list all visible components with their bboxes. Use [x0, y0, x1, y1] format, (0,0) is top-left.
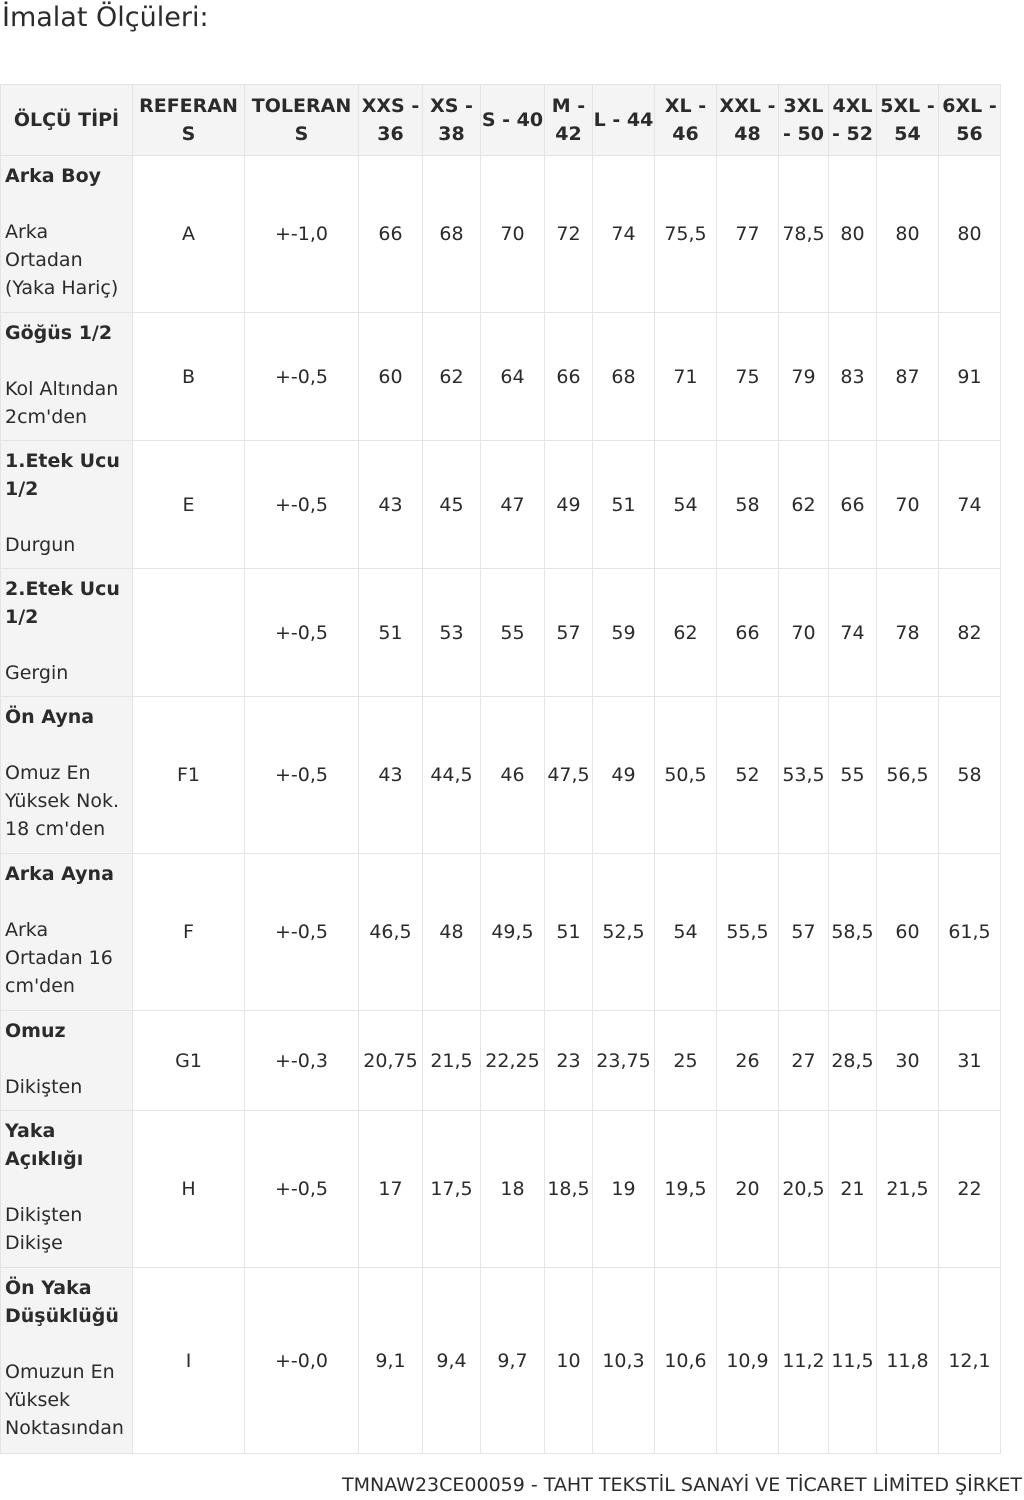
table-row — [1, 441, 1001, 569]
size-value-cell: 20,5 — [779, 1111, 829, 1268]
size-value-cell: 19,5 — [655, 1111, 717, 1268]
table-row — [1, 1268, 1001, 1454]
table-row — [1, 1111, 1001, 1268]
measurement-description: Arka Ortadan (Yaka Hariç) — [5, 221, 119, 299]
size-value-cell: 43 — [359, 441, 423, 569]
size-value-cell: 66 — [359, 156, 423, 313]
measurement-description: Dikişten Dikişe — [5, 1204, 83, 1254]
column-header: 4XL - 52 — [829, 85, 877, 156]
measurement-description: Kol Altından 2cm'den — [5, 378, 119, 428]
tolerance-cell: +-0,5 — [245, 697, 359, 854]
column-header: M - 42 — [545, 85, 593, 156]
measurement-name: 2.Etek Ucu 1/2 — [5, 578, 120, 628]
measurement-type-cell — [1, 313, 133, 441]
table-row — [1, 697, 1001, 854]
column-header: XS - 38 — [423, 85, 481, 156]
size-value-cell: 9,1 — [359, 1268, 423, 1454]
column-header: S - 40 — [481, 85, 545, 156]
reference-cell: A — [133, 156, 245, 313]
tolerance-cell: +-0,5 — [245, 569, 359, 697]
size-value-cell: 47,5 — [545, 697, 593, 854]
size-value-cell: 46,5 — [359, 854, 423, 1011]
reference-cell: B — [133, 313, 245, 441]
size-value-cell: 21,5 — [877, 1111, 939, 1268]
size-value-cell: 11,5 — [829, 1268, 877, 1454]
measurement-description: Arka Ortadan 16 cm'den — [5, 919, 113, 997]
size-value-cell: 70 — [877, 441, 939, 569]
size-value-cell: 74 — [829, 569, 877, 697]
size-value-cell: 12,1 — [939, 1268, 1001, 1454]
table-body — [1, 156, 1001, 1454]
size-value-cell: 52,5 — [593, 854, 655, 1011]
size-value-cell: 20 — [717, 1111, 779, 1268]
size-value-cell: 74 — [593, 156, 655, 313]
size-value-cell: 66 — [829, 441, 877, 569]
size-value-cell: 64 — [481, 313, 545, 441]
page-title: İmalat Ölçüleri: — [2, 2, 209, 33]
size-value-cell: 17 — [359, 1111, 423, 1268]
size-value-cell: 75 — [717, 313, 779, 441]
size-value-cell: 80 — [829, 156, 877, 313]
measurement-type-cell — [1, 569, 133, 697]
size-value-cell: 9,4 — [423, 1268, 481, 1454]
measurement-name: 1.Etek Ucu 1/2 — [5, 450, 120, 500]
size-value-cell: 26 — [717, 1011, 779, 1111]
table-header-row — [1, 85, 1001, 156]
size-value-cell: 83 — [829, 313, 877, 441]
size-value-cell: 20,75 — [359, 1011, 423, 1111]
reference-cell: F — [133, 854, 245, 1011]
measurement-type-cell — [1, 854, 133, 1011]
size-value-cell: 44,5 — [423, 697, 481, 854]
measurement-name: Yaka Açıklığı — [5, 1120, 84, 1170]
column-header: XXS - 36 — [359, 85, 423, 156]
size-value-cell: 62 — [779, 441, 829, 569]
table-row — [1, 569, 1001, 697]
size-value-cell: 49,5 — [481, 854, 545, 1011]
size-value-cell: 53 — [423, 569, 481, 697]
size-value-cell: 50,5 — [655, 697, 717, 854]
size-value-cell: 71 — [655, 313, 717, 441]
size-value-cell: 31 — [939, 1011, 1001, 1111]
size-value-cell: 54 — [655, 441, 717, 569]
size-value-cell: 57 — [545, 569, 593, 697]
size-value-cell: 30 — [877, 1011, 939, 1111]
size-value-cell: 60 — [359, 313, 423, 441]
size-value-cell: 51 — [545, 854, 593, 1011]
size-value-cell: 18 — [481, 1111, 545, 1268]
size-value-cell: 47 — [481, 441, 545, 569]
measurement-name: Ön Yaka Düşüklüğü — [5, 1277, 119, 1327]
column-header: XL - 46 — [655, 85, 717, 156]
size-value-cell: 78 — [877, 569, 939, 697]
reference-cell: F1 — [133, 697, 245, 854]
measurement-name: Arka Ayna — [5, 863, 114, 885]
size-value-cell: 28,5 — [829, 1011, 877, 1111]
size-value-cell: 55 — [829, 697, 877, 854]
tolerance-cell: +-0,5 — [245, 1111, 359, 1268]
size-value-cell: 22 — [939, 1111, 1001, 1268]
tolerance-cell: +-0,0 — [245, 1268, 359, 1454]
measurement-description: Gergin — [5, 662, 69, 684]
size-value-cell: 66 — [717, 569, 779, 697]
size-value-cell: 78,5 — [779, 156, 829, 313]
size-value-cell: 9,7 — [481, 1268, 545, 1454]
column-header: 6XL - 56 — [939, 85, 1001, 156]
measurement-type-cell — [1, 156, 133, 313]
tolerance-cell: +-0,5 — [245, 441, 359, 569]
tolerance-cell: +-1,0 — [245, 156, 359, 313]
measurement-name: Omuz — [5, 1020, 66, 1042]
size-value-cell: 68 — [423, 156, 481, 313]
size-value-cell: 52 — [717, 697, 779, 854]
size-value-cell: 58 — [717, 441, 779, 569]
size-value-cell: 62 — [655, 569, 717, 697]
size-value-cell: 58,5 — [829, 854, 877, 1011]
size-value-cell: 75,5 — [655, 156, 717, 313]
measurement-description: Durgun — [5, 534, 76, 556]
size-value-cell: 91 — [939, 313, 1001, 441]
size-value-cell: 55 — [481, 569, 545, 697]
size-value-cell: 10 — [545, 1268, 593, 1454]
size-value-cell: 59 — [593, 569, 655, 697]
size-value-cell: 66 — [545, 313, 593, 441]
size-value-cell: 58 — [939, 697, 1001, 854]
column-header: L - 44 — [593, 85, 655, 156]
column-header: TOLERANS — [245, 85, 359, 156]
size-value-cell: 11,2 — [779, 1268, 829, 1454]
measurement-name: Arka Boy — [5, 165, 102, 187]
size-value-cell: 74 — [939, 441, 1001, 569]
size-value-cell: 17,5 — [423, 1111, 481, 1268]
measurement-type-cell — [1, 697, 133, 854]
measurement-name: Ön Ayna — [5, 706, 95, 728]
table-row — [1, 313, 1001, 441]
size-value-cell: 70 — [779, 569, 829, 697]
size-value-cell: 10,9 — [717, 1268, 779, 1454]
size-value-cell: 11,8 — [877, 1268, 939, 1454]
size-value-cell: 61,5 — [939, 854, 1001, 1011]
size-value-cell: 23,75 — [593, 1011, 655, 1111]
size-value-cell: 18,5 — [545, 1111, 593, 1268]
size-value-cell: 56,5 — [877, 697, 939, 854]
tolerance-cell: +-0,5 — [245, 854, 359, 1011]
size-value-cell: 80 — [877, 156, 939, 313]
measurements-table — [0, 84, 1001, 1454]
tolerance-cell: +-0,5 — [245, 313, 359, 441]
measurement-type-cell — [1, 1111, 133, 1268]
reference-cell — [133, 569, 245, 697]
size-value-cell: 70 — [481, 156, 545, 313]
reference-cell: E — [133, 441, 245, 569]
size-value-cell: 80 — [939, 156, 1001, 313]
table-row — [1, 156, 1001, 313]
size-value-cell: 51 — [593, 441, 655, 569]
size-value-cell: 72 — [545, 156, 593, 313]
size-value-cell: 25 — [655, 1011, 717, 1111]
tolerance-cell: +-0,3 — [245, 1011, 359, 1111]
column-header: 3XL - 50 — [779, 85, 829, 156]
column-header: ÖLÇÜ TİPİ — [1, 85, 133, 156]
size-value-cell: 45 — [423, 441, 481, 569]
size-value-cell: 82 — [939, 569, 1001, 697]
size-value-cell: 68 — [593, 313, 655, 441]
size-value-cell: 22,25 — [481, 1011, 545, 1111]
size-value-cell: 87 — [877, 313, 939, 441]
size-value-cell: 27 — [779, 1011, 829, 1111]
table-row — [1, 854, 1001, 1011]
size-value-cell: 49 — [593, 697, 655, 854]
reference-cell: I — [133, 1268, 245, 1454]
size-value-cell: 19 — [593, 1111, 655, 1268]
measurement-description: Omuz En Yüksek Nok. 18 cm'den — [5, 762, 119, 840]
measurement-type-cell — [1, 1011, 133, 1111]
reference-cell: G1 — [133, 1011, 245, 1111]
measurement-type-cell — [1, 441, 133, 569]
size-value-cell: 53,5 — [779, 697, 829, 854]
size-value-cell: 10,6 — [655, 1268, 717, 1454]
measurements-table-wrapper — [0, 84, 1000, 1454]
column-header: REFERANS — [133, 85, 245, 156]
size-value-cell: 48 — [423, 854, 481, 1011]
reference-cell: H — [133, 1111, 245, 1268]
size-value-cell: 77 — [717, 156, 779, 313]
size-value-cell: 23 — [545, 1011, 593, 1111]
size-value-cell: 46 — [481, 697, 545, 854]
size-value-cell: 54 — [655, 854, 717, 1011]
measurement-name: Göğüs 1/2 — [5, 322, 113, 344]
size-value-cell: 62 — [423, 313, 481, 441]
size-value-cell: 55,5 — [717, 854, 779, 1011]
size-value-cell: 60 — [877, 854, 939, 1011]
column-header: XXL - 48 — [717, 85, 779, 156]
size-value-cell: 79 — [779, 313, 829, 441]
size-value-cell: 51 — [359, 569, 423, 697]
footer-company-text: TMNAW23CE00059 - TAHT TEKSTİL SANAYİ VE TİCARET LİMİTED ŞİRKET — [342, 1474, 1022, 1496]
measurement-description: Omuzun En Yüksek Noktasından — [5, 1361, 124, 1439]
size-value-cell: 10,3 — [593, 1268, 655, 1454]
size-value-cell: 49 — [545, 441, 593, 569]
size-value-cell: 57 — [779, 854, 829, 1011]
measurement-type-cell — [1, 1268, 133, 1454]
size-value-cell: 21 — [829, 1111, 877, 1268]
column-header: 5XL - 54 — [877, 85, 939, 156]
size-value-cell: 21,5 — [423, 1011, 481, 1111]
table-row — [1, 1011, 1001, 1111]
measurement-description: Dikişten — [5, 1076, 83, 1098]
size-value-cell: 43 — [359, 697, 423, 854]
